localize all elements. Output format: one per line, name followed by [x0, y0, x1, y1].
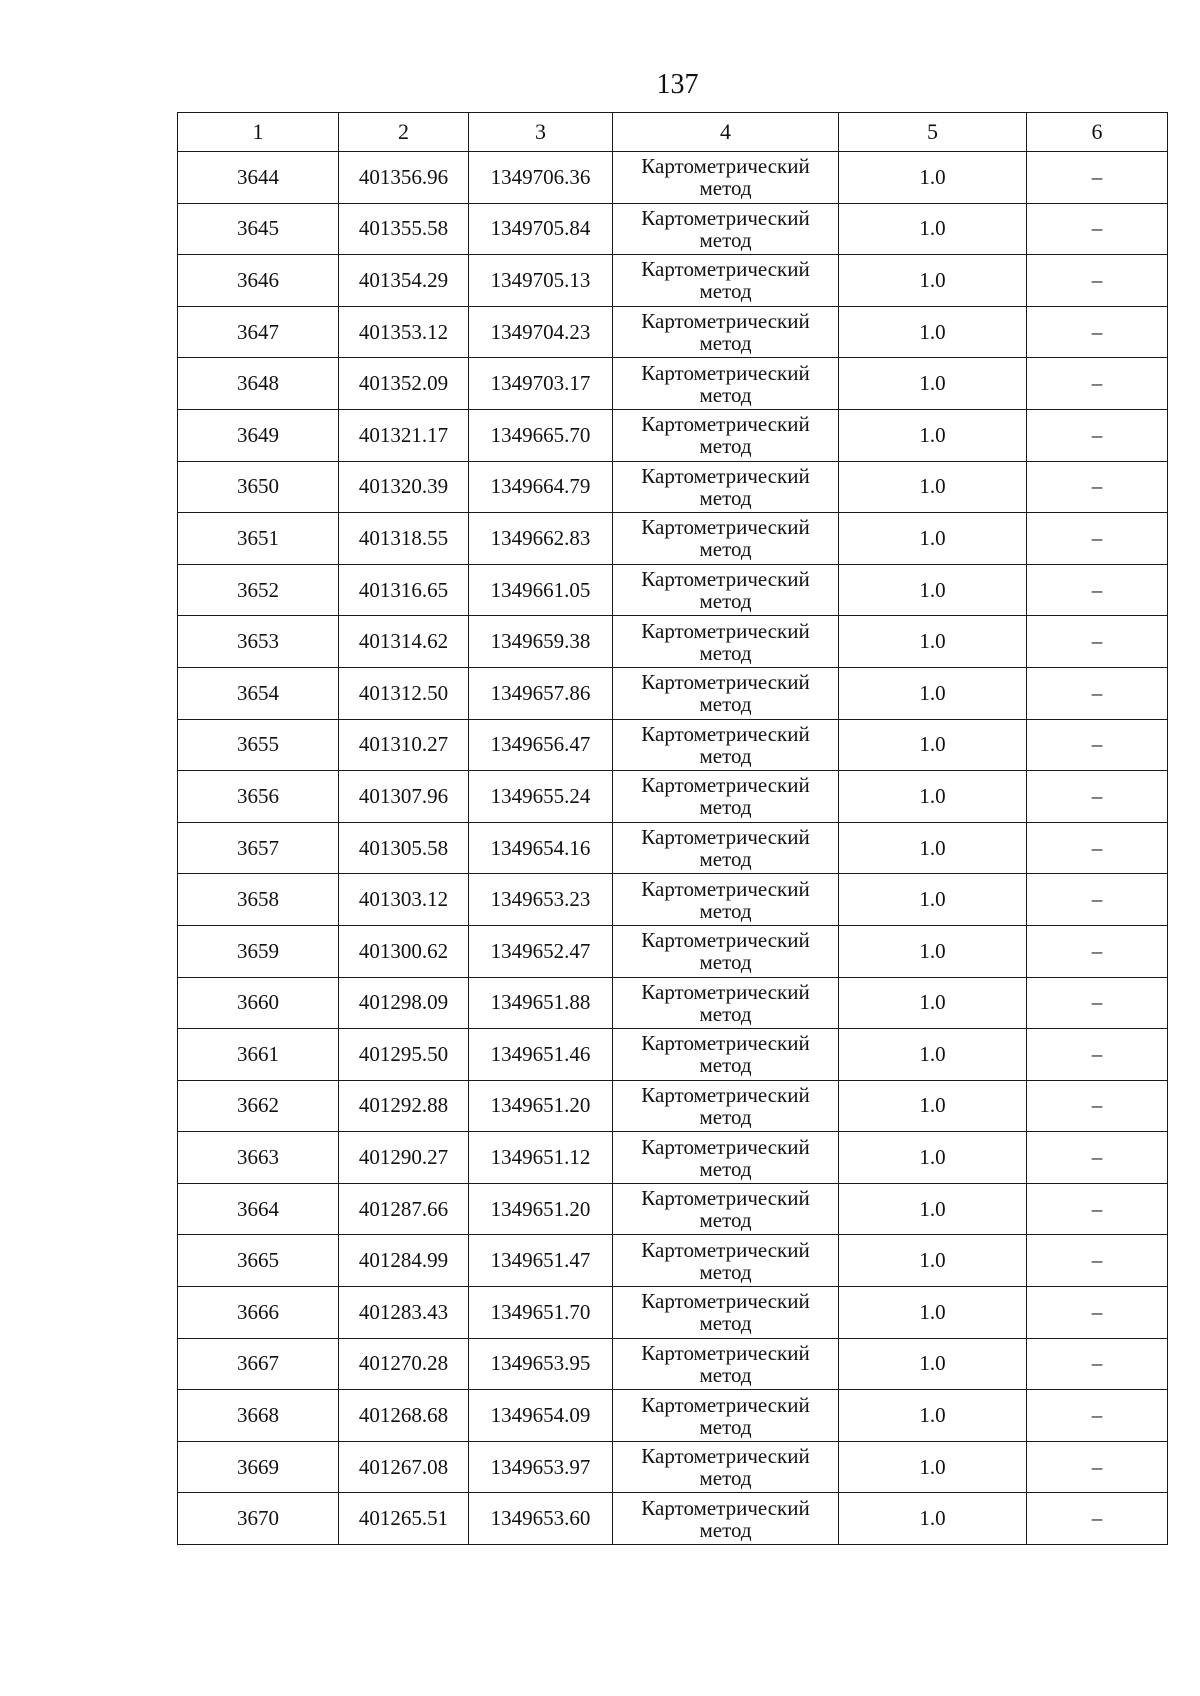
accuracy-cell: 1.0: [839, 513, 1027, 565]
x-coordinate-cell: 401290.27: [339, 1132, 469, 1184]
method-cell: [613, 1080, 839, 1132]
method-line-2: метод: [699, 1001, 752, 1026]
accuracy-cell: 1.0: [839, 616, 1027, 668]
y-coordinate-cell: 1349653.23: [469, 874, 613, 926]
method-cell: [613, 1493, 839, 1545]
table-row: [178, 358, 1168, 410]
y-coordinate-cell: 1349656.47: [469, 719, 613, 771]
method-cell: [613, 925, 839, 977]
method-line-1: Картометрический: [641, 1082, 810, 1107]
method-line-1: Картометрический: [641, 567, 810, 592]
column-header-5: 5: [839, 113, 1027, 152]
method-cell: [613, 461, 839, 513]
point-number-cell: 3655: [178, 719, 339, 771]
method-cell: [613, 977, 839, 1029]
method-cell: [613, 1287, 839, 1339]
table-row: [178, 1132, 1168, 1184]
method-line-2: метод: [699, 485, 752, 510]
method-line-1: Картометрический: [641, 876, 810, 901]
method-line-1: Картометрический: [641, 1444, 810, 1469]
method-line-1: Картометрический: [641, 1031, 810, 1056]
note-cell: –: [1027, 771, 1168, 823]
accuracy-cell: 1.0: [839, 1080, 1027, 1132]
table-row: [178, 203, 1168, 255]
accuracy-cell: 1.0: [839, 203, 1027, 255]
x-coordinate-cell: 401354.29: [339, 255, 469, 307]
method-cell: [613, 822, 839, 874]
method-cell: [613, 409, 839, 461]
table-row: [178, 564, 1168, 616]
method-line-1: Картометрический: [641, 1289, 810, 1314]
table-row: [178, 925, 1168, 977]
method-cell: [613, 667, 839, 719]
page-number: 137: [656, 69, 699, 100]
accuracy-cell: 1.0: [839, 925, 1027, 977]
method-line-2: метод: [699, 1156, 752, 1181]
method-line-2: метод: [699, 640, 752, 665]
point-number-cell: 3653: [178, 616, 339, 668]
point-number-cell: 3657: [178, 822, 339, 874]
method-line-2: метод: [699, 1208, 752, 1233]
method-cell: [613, 1390, 839, 1442]
method-line-1: Картометрический: [641, 205, 810, 230]
y-coordinate-cell: 1349655.24: [469, 771, 613, 823]
table-row: [178, 1441, 1168, 1493]
y-coordinate-cell: 1349659.38: [469, 616, 613, 668]
note-cell: –: [1027, 977, 1168, 1029]
method-line-2: метод: [699, 1362, 752, 1387]
table-row: [178, 1183, 1168, 1235]
x-coordinate-cell: 401310.27: [339, 719, 469, 771]
accuracy-cell: 1.0: [839, 874, 1027, 926]
accuracy-cell: 1.0: [839, 1132, 1027, 1184]
method-line-1: Картометрический: [641, 1340, 810, 1365]
accuracy-cell: 1.0: [839, 1390, 1027, 1442]
y-coordinate-cell: 1349653.95: [469, 1338, 613, 1390]
note-cell: –: [1027, 822, 1168, 874]
note-cell: –: [1027, 461, 1168, 513]
method-cell: [613, 1441, 839, 1493]
method-cell: [613, 616, 839, 668]
point-number-cell: 3651: [178, 513, 339, 565]
y-coordinate-cell: 1349654.16: [469, 822, 613, 874]
y-coordinate-cell: 1349653.97: [469, 1441, 613, 1493]
point-number-cell: 3665: [178, 1235, 339, 1287]
column-header-4: 4: [613, 113, 839, 152]
point-number-cell: 3669: [178, 1441, 339, 1493]
x-coordinate-cell: 401320.39: [339, 461, 469, 513]
point-number-cell: 3648: [178, 358, 339, 410]
method-cell: [613, 358, 839, 410]
table-row: [178, 306, 1168, 358]
accuracy-cell: 1.0: [839, 564, 1027, 616]
table-row: [178, 1235, 1168, 1287]
x-coordinate-cell: 401355.58: [339, 203, 469, 255]
column-header-2: 2: [339, 113, 469, 152]
method-cell: [613, 771, 839, 823]
table-row: [178, 771, 1168, 823]
y-coordinate-cell: 1349653.60: [469, 1493, 613, 1545]
column-header-6: 6: [1027, 113, 1168, 152]
method-line-2: метод: [699, 692, 752, 717]
note-cell: –: [1027, 874, 1168, 926]
note-cell: –: [1027, 152, 1168, 204]
method-line-1: Картометрический: [641, 412, 810, 437]
table-row: [178, 1493, 1168, 1545]
table-row: [178, 255, 1168, 307]
method-line-2: метод: [699, 1466, 752, 1491]
accuracy-cell: 1.0: [839, 1441, 1027, 1493]
x-coordinate-cell: 401268.68: [339, 1390, 469, 1442]
note-cell: –: [1027, 358, 1168, 410]
method-line-2: метод: [699, 176, 752, 201]
note-cell: –: [1027, 255, 1168, 307]
y-coordinate-cell: 1349664.79: [469, 461, 613, 513]
method-line-1: Картометрический: [641, 721, 810, 746]
point-number-cell: 3660: [178, 977, 339, 1029]
x-coordinate-cell: 401267.08: [339, 1441, 469, 1493]
method-line-1: Картометрический: [641, 309, 810, 334]
point-number-cell: 3652: [178, 564, 339, 616]
accuracy-cell: 1.0: [839, 1493, 1027, 1545]
accuracy-cell: 1.0: [839, 461, 1027, 513]
point-number-cell: 3661: [178, 1029, 339, 1081]
x-coordinate-cell: 401284.99: [339, 1235, 469, 1287]
x-coordinate-cell: 401312.50: [339, 667, 469, 719]
accuracy-cell: 1.0: [839, 1235, 1027, 1287]
table-row: [178, 461, 1168, 513]
point-number-cell: 3656: [178, 771, 339, 823]
point-number-cell: 3646: [178, 255, 339, 307]
method-line-2: метод: [699, 279, 752, 304]
method-line-1: Картометрический: [641, 1186, 810, 1211]
x-coordinate-cell: 401300.62: [339, 925, 469, 977]
accuracy-cell: 1.0: [839, 358, 1027, 410]
accuracy-cell: 1.0: [839, 1029, 1027, 1081]
x-coordinate-cell: 401314.62: [339, 616, 469, 668]
y-coordinate-cell: 1349705.13: [469, 255, 613, 307]
note-cell: –: [1027, 564, 1168, 616]
x-coordinate-cell: 401265.51: [339, 1493, 469, 1545]
y-coordinate-cell: 1349704.23: [469, 306, 613, 358]
x-coordinate-cell: 401318.55: [339, 513, 469, 565]
accuracy-cell: 1.0: [839, 152, 1027, 204]
y-coordinate-cell: 1349651.47: [469, 1235, 613, 1287]
note-cell: –: [1027, 1235, 1168, 1287]
x-coordinate-cell: 401321.17: [339, 409, 469, 461]
x-coordinate-cell: 401356.96: [339, 152, 469, 204]
note-cell: –: [1027, 1287, 1168, 1339]
accuracy-cell: 1.0: [839, 977, 1027, 1029]
accuracy-cell: 1.0: [839, 771, 1027, 823]
y-coordinate-cell: 1349651.46: [469, 1029, 613, 1081]
y-coordinate-cell: 1349661.05: [469, 564, 613, 616]
point-number-cell: 3649: [178, 409, 339, 461]
y-coordinate-cell: 1349651.12: [469, 1132, 613, 1184]
method-line-2: метод: [699, 589, 752, 614]
y-coordinate-cell: 1349703.17: [469, 358, 613, 410]
method-line-2: метод: [699, 795, 752, 820]
x-coordinate-cell: 401287.66: [339, 1183, 469, 1235]
x-coordinate-cell: 401295.50: [339, 1029, 469, 1081]
method-line-1: Картометрический: [641, 1237, 810, 1262]
note-cell: –: [1027, 1390, 1168, 1442]
point-number-cell: 3668: [178, 1390, 339, 1442]
note-cell: –: [1027, 719, 1168, 771]
point-number-cell: 3667: [178, 1338, 339, 1390]
x-coordinate-cell: 401352.09: [339, 358, 469, 410]
note-cell: –: [1027, 1338, 1168, 1390]
method-line-2: метод: [699, 950, 752, 975]
method-cell: [613, 874, 839, 926]
method-cell: [613, 513, 839, 565]
accuracy-cell: 1.0: [839, 822, 1027, 874]
y-coordinate-cell: 1349662.83: [469, 513, 613, 565]
column-header-1: 1: [178, 113, 339, 152]
note-cell: –: [1027, 925, 1168, 977]
note-cell: –: [1027, 1132, 1168, 1184]
table-row: [178, 874, 1168, 926]
point-number-cell: 3662: [178, 1080, 339, 1132]
method-cell: [613, 719, 839, 771]
method-cell: [613, 564, 839, 616]
x-coordinate-cell: 401316.65: [339, 564, 469, 616]
method-line-2: метод: [699, 537, 752, 562]
method-line-2: метод: [699, 898, 752, 923]
accuracy-cell: 1.0: [839, 667, 1027, 719]
table-row: [178, 719, 1168, 771]
method-line-2: метод: [699, 1053, 752, 1078]
note-cell: –: [1027, 1029, 1168, 1081]
note-cell: –: [1027, 1493, 1168, 1545]
method-line-2: метод: [699, 1414, 752, 1439]
y-coordinate-cell: 1349705.84: [469, 203, 613, 255]
table-row: [178, 667, 1168, 719]
method-line-2: метод: [699, 382, 752, 407]
method-line-1: Картометрический: [641, 1495, 810, 1520]
note-cell: –: [1027, 616, 1168, 668]
method-cell: [613, 152, 839, 204]
x-coordinate-cell: 401292.88: [339, 1080, 469, 1132]
note-cell: –: [1027, 1080, 1168, 1132]
method-cell: [613, 1183, 839, 1235]
method-line-1: Картометрический: [641, 360, 810, 385]
accuracy-cell: 1.0: [839, 719, 1027, 771]
x-coordinate-cell: 401283.43: [339, 1287, 469, 1339]
point-number-cell: 3659: [178, 925, 339, 977]
y-coordinate-cell: 1349651.88: [469, 977, 613, 1029]
method-line-1: Картометрический: [641, 463, 810, 488]
method-line-1: Картометрический: [641, 515, 810, 540]
table-row: [178, 1029, 1168, 1081]
accuracy-cell: 1.0: [839, 409, 1027, 461]
y-coordinate-cell: 1349665.70: [469, 409, 613, 461]
point-number-cell: 3645: [178, 203, 339, 255]
note-cell: –: [1027, 513, 1168, 565]
point-number-cell: 3664: [178, 1183, 339, 1235]
y-coordinate-cell: 1349651.70: [469, 1287, 613, 1339]
y-coordinate-cell: 1349654.09: [469, 1390, 613, 1442]
method-cell: [613, 203, 839, 255]
method-line-2: метод: [699, 434, 752, 459]
accuracy-cell: 1.0: [839, 1338, 1027, 1390]
method-line-2: метод: [699, 227, 752, 252]
method-line-1: Картометрический: [641, 1134, 810, 1159]
method-line-1: Картометрический: [641, 257, 810, 282]
y-coordinate-cell: 1349657.86: [469, 667, 613, 719]
method-line-1: Картометрический: [641, 670, 810, 695]
method-line-1: Картометрический: [641, 979, 810, 1004]
method-line-2: метод: [699, 743, 752, 768]
x-coordinate-cell: 401353.12: [339, 306, 469, 358]
x-coordinate-cell: 401303.12: [339, 874, 469, 926]
accuracy-cell: 1.0: [839, 1287, 1027, 1339]
method-line-2: метод: [699, 1517, 752, 1542]
table-row: [178, 409, 1168, 461]
coordinates-table: [177, 112, 1168, 1545]
accuracy-cell: 1.0: [839, 255, 1027, 307]
point-number-cell: 3650: [178, 461, 339, 513]
method-line-2: метод: [699, 1311, 752, 1336]
method-line-2: метод: [699, 1104, 752, 1129]
table-body: [178, 152, 1168, 1545]
method-line-2: метод: [699, 331, 752, 356]
accuracy-cell: 1.0: [839, 306, 1027, 358]
method-cell: [613, 255, 839, 307]
method-line-2: метод: [699, 1259, 752, 1284]
method-line-1: Картометрический: [641, 618, 810, 643]
x-coordinate-cell: 401305.58: [339, 822, 469, 874]
point-number-cell: 3644: [178, 152, 339, 204]
method-line-1: Картометрический: [641, 825, 810, 850]
method-line-1: Картометрический: [641, 1392, 810, 1417]
note-cell: –: [1027, 667, 1168, 719]
accuracy-cell: 1.0: [839, 1183, 1027, 1235]
y-coordinate-cell: 1349652.47: [469, 925, 613, 977]
method-cell: [613, 1338, 839, 1390]
table-row: [178, 513, 1168, 565]
point-number-cell: 3666: [178, 1287, 339, 1339]
note-cell: –: [1027, 1183, 1168, 1235]
y-coordinate-cell: 1349651.20: [469, 1183, 613, 1235]
column-header-3: 3: [469, 113, 613, 152]
x-coordinate-cell: 401298.09: [339, 977, 469, 1029]
method-cell: [613, 1235, 839, 1287]
table-row: [178, 1287, 1168, 1339]
table-row: [178, 152, 1168, 204]
table-row: [178, 822, 1168, 874]
point-number-cell: 3654: [178, 667, 339, 719]
method-line-1: Картометрический: [641, 928, 810, 953]
x-coordinate-cell: 401270.28: [339, 1338, 469, 1390]
method-line-1: Картометрический: [641, 773, 810, 798]
table-row: [178, 1390, 1168, 1442]
table-header-row: [178, 113, 1168, 152]
x-coordinate-cell: 401307.96: [339, 771, 469, 823]
y-coordinate-cell: 1349706.36: [469, 152, 613, 204]
point-number-cell: 3647: [178, 306, 339, 358]
table-row: [178, 616, 1168, 668]
point-number-cell: 3658: [178, 874, 339, 926]
method-line-2: метод: [699, 847, 752, 872]
method-cell: [613, 306, 839, 358]
point-number-cell: 3670: [178, 1493, 339, 1545]
point-number-cell: 3663: [178, 1132, 339, 1184]
note-cell: –: [1027, 306, 1168, 358]
method-cell: [613, 1132, 839, 1184]
note-cell: –: [1027, 409, 1168, 461]
y-coordinate-cell: 1349651.20: [469, 1080, 613, 1132]
table-row: [178, 1080, 1168, 1132]
table-row: [178, 1338, 1168, 1390]
note-cell: –: [1027, 203, 1168, 255]
table-row: [178, 977, 1168, 1029]
method-cell: [613, 1029, 839, 1081]
method-line-1: Картометрический: [641, 154, 810, 179]
note-cell: –: [1027, 1441, 1168, 1493]
